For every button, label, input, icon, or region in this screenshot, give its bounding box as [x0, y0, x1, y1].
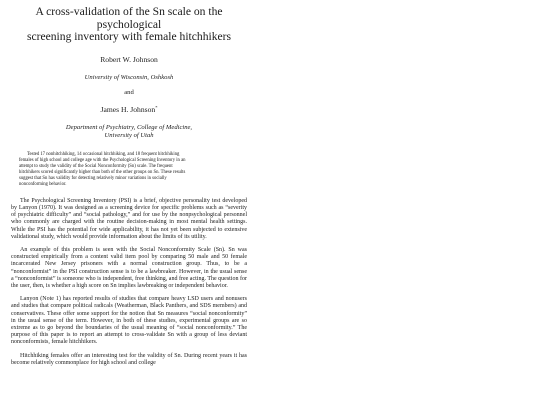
author-affiliation: University of Wisconsin, Oshkosh — [84, 73, 174, 81]
body-paragraph: Lanyon (Note 1) has reported results of studies that compare heavy LSD users and nonusers and studies that compare political radicals (Weatherman, Black Panthers, and SDS members) and conservatives. These offer some support for the notion that Sn measures “social nonconformity” in the usual sense of the term. However, in both of these studies, experimental groups are so extreme as to go beyond the boundaries of the usual meaning of “social nonconformity.” The purpose of this paper is to report an attempt to cross-validate Sn with a group of less deviant nonconformists, female hitchhikers. — [11, 296, 247, 346]
abstract-line: suggest that Sn has validity for detecting relatively minor variations in socially — [19, 175, 167, 181]
author-separator: and — [124, 88, 134, 96]
body-text — [11, 198, 247, 367]
author-name: James H. Johnson — [100, 104, 156, 114]
abstract-line: attempt to study the validity of the Social Nonconformity (Sn) scale. The frequent — [19, 163, 173, 169]
body-paragraph: Hitchhiking females offer an interesting test for the validity of Sn. During recent years it has become relatively commonplace for high school and college — [11, 352, 247, 366]
abstract — [19, 152, 239, 188]
abstract-line: Tested 17 nonhitchhiking, 14 occasional hitchhiking, and 18 frequent hitchhiking — [27, 151, 180, 157]
abstract-line: hitchhikers scored significantly higher than both of the other groups on Sn. These results — [19, 169, 186, 175]
title-line: screening inventory with female hitchhikers — [26, 30, 232, 44]
paper-title — [11, 6, 247, 44]
body-paragraph: The Psychological Screening Inventory (PSI) is a brief, objective personality test developed by Lanyon (1970). It was designed as a screening device for specific problems such as “severity of psychiatric difficulty” and “social pathology,” and for use by the nonpsychological personnel who commonly are charged with the routine decision-making in most mental health settings. While the PSI has the potential for wide applicability, it has not yet been subjected to extensive validational study, which would provide information about the limits of its utility. — [11, 197, 247, 240]
text-column — [11, 6, 247, 373]
affiliation-line: University of Utah — [104, 131, 154, 139]
abstract-line: nonconforming behavior. — [19, 181, 67, 187]
affiliation-line: Department of Psychiatry, College of Medicine, — [65, 123, 193, 131]
abstract-line: females of high school and college age with the Psychological Screening Inventory in an — [19, 157, 186, 163]
footnote-mark: * — [155, 104, 158, 110]
second-author-affiliation — [11, 124, 247, 140]
body-paragraph: An example of this problem is seen with the Social Nonconformity Scale (Sn). Sn was constructed empirically from a content valid item pool by comparing 50 male and 50 female incarcerated New Jersey prisoners with a normal construction group. Thus, to be a “nonconformist” in the PSI construction sense is to be a lawbreaker. However, in the usual sense a “nonconformist” is someone who is independent, free thinking, and free acting. The question for the user, then, is whether a high score on Sn implies lawbreaking or independent behavior. — [11, 247, 247, 290]
second-author — [11, 105, 247, 114]
title-line: A cross-validation of the Sn scale on the — [35, 5, 223, 18]
author-name: Robert W. Johnson — [100, 54, 158, 64]
title-line: psychological — [96, 17, 162, 31]
